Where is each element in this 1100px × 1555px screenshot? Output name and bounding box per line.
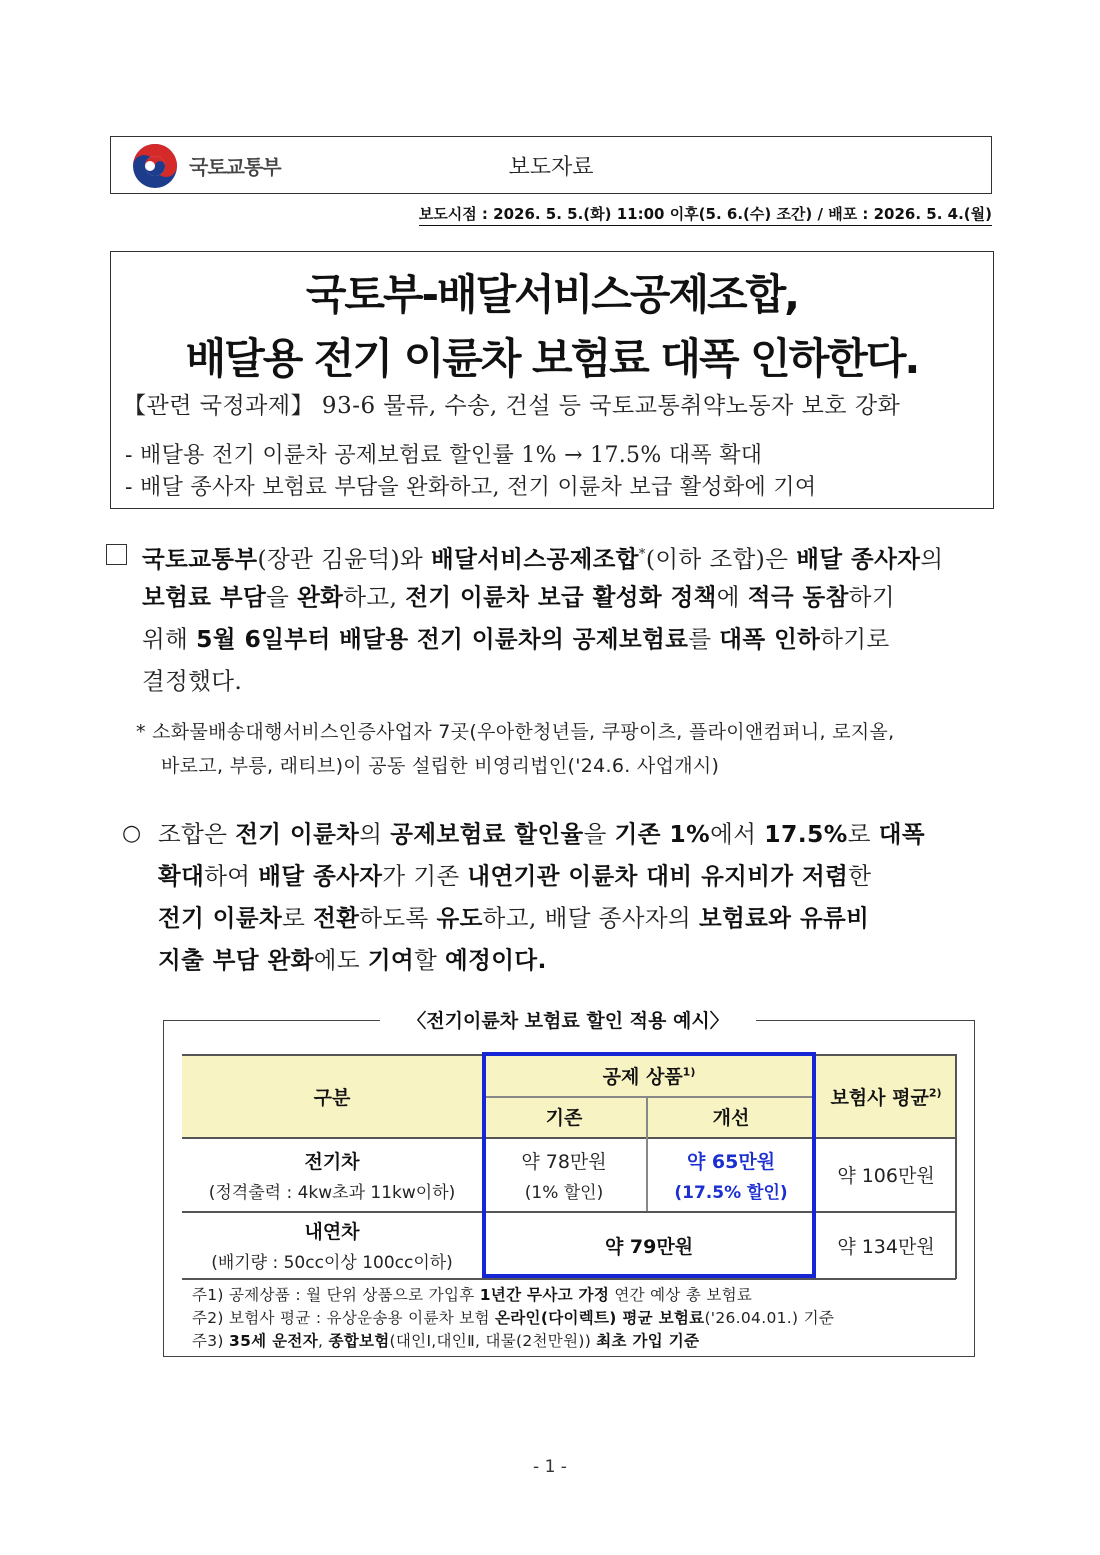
- row-ev-category: [182, 1138, 482, 1211]
- discount-note: (1% 할인): [524, 1182, 604, 1203]
- discount-note: (17.5% 할인): [674, 1182, 788, 1203]
- premium-value: 약 79만원: [604, 1235, 694, 1258]
- note-bold: 35세 운전자: [229, 1332, 318, 1350]
- text: 하고,: [343, 583, 406, 611]
- related-task: 【관련 국정과제】 93-6 물류, 수송, 건설 등 국토교통취약노동자 보호 강화: [123, 393, 901, 419]
- text: 하여: [204, 862, 259, 890]
- text: 하기로: [820, 625, 890, 653]
- text-bold: 확대: [158, 862, 205, 890]
- row-spec: (정격출력 : 4kw초과 11kw이하): [208, 1182, 456, 1203]
- text-bold: 완화: [297, 583, 344, 611]
- text-bold: 기존 1%: [614, 820, 711, 848]
- page-number: - 1 -: [533, 1457, 567, 1477]
- mutual-product-highlight: [482, 1052, 816, 1278]
- note-bold: 최초 가입 기준: [596, 1332, 700, 1350]
- text: 에도: [313, 946, 368, 974]
- note-text: (대인Ⅰ,대인Ⅱ, 대물(2천만원)): [389, 1332, 597, 1350]
- text: 에서: [710, 820, 765, 848]
- note-text: 주1) 공제상품 : 월 단위 상품으로 가입후: [192, 1286, 480, 1304]
- note-text: ('26.04.01.) 기준: [704, 1309, 835, 1327]
- text: 위해: [142, 625, 197, 653]
- text: 로: [282, 904, 314, 932]
- headline-line-1: 국토부-배달서비스공제조합,: [305, 270, 799, 319]
- text: 조합은: [158, 820, 236, 848]
- note-bold: 종합보험: [328, 1332, 390, 1350]
- footnote-line-1: * 소화물배송대행서비스인증사업자 7곳(우아한청년들, 쿠팡이츠, 플라이앤컴퍼니, 로지올,: [136, 721, 895, 743]
- row-title: 전기차: [304, 1150, 360, 1173]
- text-bold: 배달 종사자: [796, 544, 921, 573]
- note-text: 연간 예상 총 보험료: [609, 1286, 753, 1304]
- note-bold: 1년간 무사고 가정: [479, 1286, 610, 1304]
- subheading-2: - 배달 종사자 보험료 부담을 완화하고, 전기 이륜차 보급 활성화에 기여: [125, 475, 817, 500]
- text-bold: 예정이다.: [445, 946, 547, 974]
- text: 에: [716, 583, 748, 611]
- text: 할: [414, 946, 446, 974]
- text: 한: [848, 862, 872, 890]
- table-note-2: [192, 1306, 834, 1328]
- table-border-right: [955, 1054, 957, 1279]
- footnote-marker: 1): [682, 1065, 696, 1079]
- text: (이하 조합)은: [645, 544, 797, 573]
- row-ice-insurer: [816, 1212, 956, 1278]
- text: 를: [688, 625, 720, 653]
- square-bullet-icon: [106, 544, 127, 565]
- note-bold: 온라인(다이렉트) 평균 보험료: [495, 1309, 705, 1327]
- header-category: [182, 1055, 482, 1137]
- footnote-marker: *: [638, 547, 646, 562]
- text-bold: 배달 종사자: [258, 862, 383, 890]
- text-bold: 내연기관 이륜차 대비 유지비가 저렴: [467, 862, 849, 890]
- header-text: 보험사 평균: [830, 1086, 929, 1109]
- text-bold: 17.5%: [764, 820, 848, 848]
- text-bold: 공제보험료 할인율: [390, 820, 584, 848]
- note-text: 주3): [192, 1332, 230, 1350]
- header-box: [110, 136, 992, 194]
- text-bold: 대폭 인하: [719, 625, 821, 653]
- text-bold: 전기 이륜차: [235, 820, 360, 848]
- text: 의: [920, 544, 944, 573]
- doc-type: 보도자료: [508, 155, 594, 180]
- premium-value: 약 78만원: [521, 1150, 607, 1173]
- title-box: [110, 251, 994, 509]
- release-schedule: 보도시점 : 2026. 5. 5.(화) 11:00 이후(5. 6.(수) 조간) / 배포 : 2026. 5. 4.(월): [419, 203, 992, 226]
- org-name: 국토교통부: [189, 155, 281, 179]
- subheading-1: - 배달용 전기 이륜차 공제보험료 할인률 1% → 17.5% 대폭 확대: [125, 443, 763, 468]
- circle-bullet-icon: ○: [122, 821, 142, 846]
- paragraph-line: [158, 855, 871, 897]
- text: 로: [847, 820, 879, 848]
- paragraph-line: [158, 897, 869, 939]
- text-bold: 적극 동참: [747, 583, 849, 611]
- text-bold: 배달서비스공제조합: [431, 544, 639, 573]
- text: 하도록: [359, 904, 437, 932]
- text-bold: 전환: [313, 904, 360, 932]
- text: 의: [359, 820, 391, 848]
- text: (장관 김윤덕)와: [257, 544, 431, 573]
- header-label: [830, 1083, 941, 1110]
- paragraph-line: 결정했다.: [142, 667, 243, 695]
- note-text: 주2) 보험사 평균 : 유상운송용 이륜차 보험: [192, 1309, 495, 1327]
- text-bold: 유도: [436, 904, 483, 932]
- header-label: 구분: [313, 1086, 351, 1109]
- paragraph-line: [158, 813, 925, 855]
- text: 을: [266, 583, 298, 611]
- header-label: 개선: [712, 1107, 750, 1129]
- text-bold: 보험료와 유류비: [698, 904, 870, 932]
- text: 가 기존: [382, 862, 468, 890]
- text-bold: 국토교통부: [142, 544, 258, 573]
- text: 을: [583, 820, 615, 848]
- text: 하기: [848, 583, 895, 611]
- footnote-line-2: 바로고, 부릉, 래티브)이 공동 설립한 비영리법인('24.6. 사업개시): [161, 755, 720, 777]
- premium-value: 약 106만원: [837, 1165, 935, 1187]
- table-note-3: [192, 1329, 699, 1351]
- example-title: 〈전기이륜차 보험료 할인 적용 예시〉: [380, 1006, 756, 1033]
- paragraph-line: [142, 576, 895, 618]
- row-ev-insurer: [816, 1138, 956, 1211]
- text-bold: 전기 이륜차: [158, 904, 283, 932]
- paragraph-line: [158, 939, 547, 981]
- text-bold: 전기 이륜차 보급 활성화 정책: [405, 583, 717, 611]
- paragraph-line: [142, 618, 890, 660]
- text: 하고, 배달 종사자의: [482, 904, 699, 932]
- headline-line-2: 배달용 전기 이륜차 보험료 대폭 인하한다.: [185, 334, 919, 383]
- row-spec: (배기량 : 50cc이상 100cc이하): [211, 1253, 453, 1273]
- header-text: 공제 상품: [602, 1066, 683, 1088]
- row-ice-category: [182, 1212, 482, 1278]
- text-bold: 기여: [367, 946, 415, 974]
- paragraph-line: [142, 534, 943, 580]
- text-bold: 대폭: [878, 820, 925, 848]
- premium-value: 약 65만원: [686, 1150, 776, 1173]
- table-border-bottom: [182, 1278, 956, 1280]
- header-label: 기존: [545, 1107, 583, 1129]
- text-bold: 지출 부담 완화: [158, 946, 314, 974]
- text-bold: 5월 6일부터 배달용 전기 이륜차의 공제보험료: [196, 625, 689, 653]
- text-bold: 보험료 부담: [142, 583, 267, 611]
- footnote-marker: 2): [928, 1086, 942, 1100]
- table-note-1: [192, 1283, 752, 1305]
- header-insurer-avg: [816, 1055, 956, 1137]
- premium-value: 약 134만원: [837, 1235, 935, 1258]
- note-text: ,: [317, 1332, 329, 1350]
- row-title: 내연차: [304, 1221, 360, 1243]
